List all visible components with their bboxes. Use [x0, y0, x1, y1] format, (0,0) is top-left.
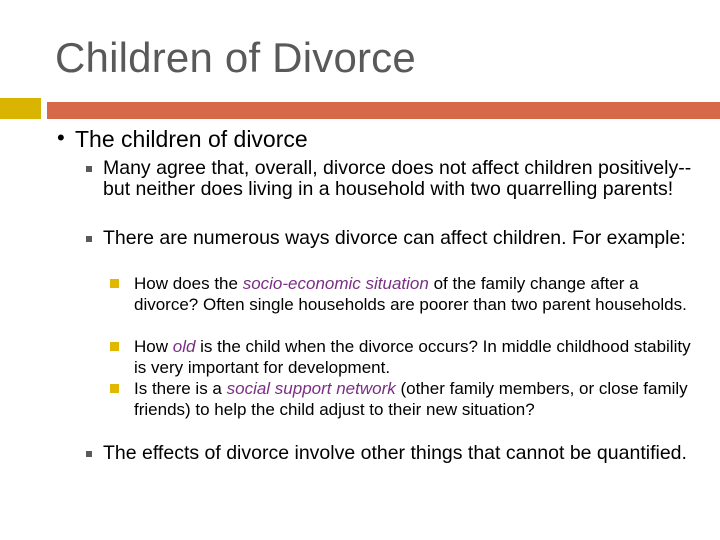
square-bullet-icon [86, 166, 92, 172]
square-bullet-icon [110, 279, 119, 288]
emphasis-text: social support network [226, 379, 396, 398]
square-bullet-icon [86, 451, 92, 457]
title-accent-bar [0, 98, 41, 119]
item-text: The effects of divorce involve other things that cannot be quantified. [103, 442, 687, 464]
slide-title: Children of Divorce [55, 34, 416, 81]
square-bullet-icon [110, 384, 119, 393]
item-text: There are numerous ways divorce can affect children. For example: [103, 227, 686, 249]
sub-item-text: How does the socio-economic situation of the family change after a divorce? Often single households are poorer than two parent households. [134, 274, 687, 314]
sub-item-text: Is there is a social support network (other family members, or close family friends) to help the child adjust to their new situation? [134, 379, 688, 419]
title-rule-bar [47, 102, 720, 119]
sub-item-text: How old is the child when the divorce occurs? In middle childhood stability is very important for development. [134, 337, 691, 377]
square-bullet-icon [86, 236, 92, 242]
square-bullet-icon [110, 342, 119, 351]
level1-text: The children of divorce [75, 126, 308, 152]
item-text: Many agree that, overall, divorce does not affect children positively-- but neither does living in a household with two quarrelling parents! [103, 157, 692, 200]
round-bullet-icon: • [57, 125, 65, 150]
emphasis-text: old [172, 337, 196, 356]
emphasis-text: socio-economic situation [242, 274, 429, 293]
